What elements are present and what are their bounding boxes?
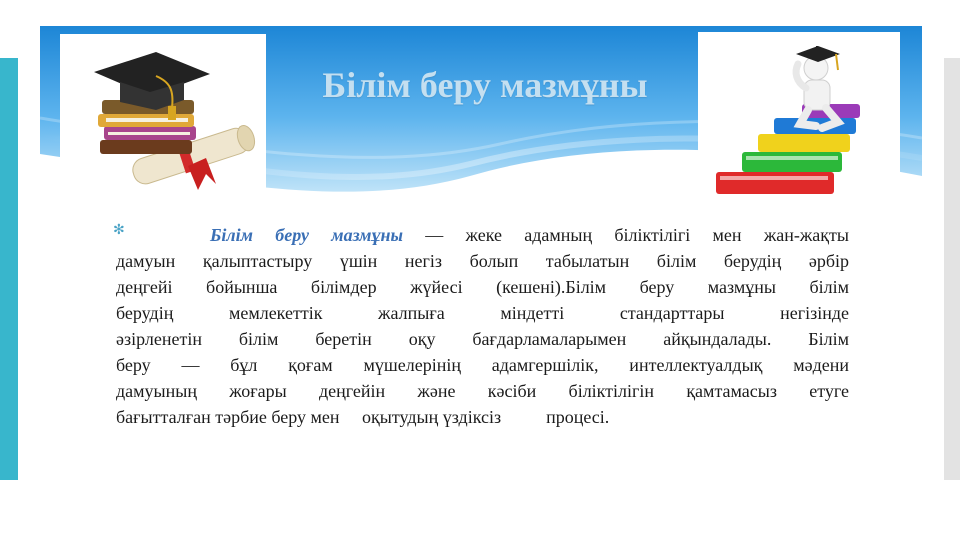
graduation-books-icon bbox=[60, 34, 266, 192]
paragraph-line-8: бағытталған тәрбие беру мен оқытудың үздіксіз процесі. bbox=[116, 407, 610, 427]
paragraph-line-2: дамуын қалыптастыру үшін негіз болып табылатын білім берудің әрбір bbox=[116, 251, 849, 271]
paragraph-line-7: дамуының жоғары деңгейін және кәсіби біліктілігін қамтамасыз етуге bbox=[116, 381, 849, 401]
paragraph-line-3: деңгейі бойынша білімдер жүйесі (кешені).Білім беру мазмұны білім bbox=[116, 277, 849, 297]
left-illustration bbox=[60, 34, 266, 192]
paragraph-line-1-text: — жеке адамның біліктілігі мен жан-жақты bbox=[402, 225, 849, 245]
right-illustration bbox=[698, 32, 900, 208]
right-accent-bar bbox=[944, 58, 960, 480]
left-accent-bar bbox=[0, 58, 18, 480]
paragraph-line-5: әзірленетін білім беретін оқу бағдарламаларымен айқындалады. Білім bbox=[116, 329, 849, 349]
term-highlight: Білім беру мазмұны bbox=[210, 225, 403, 245]
bullet-icon: ✻ bbox=[113, 223, 125, 238]
paragraph-line-6: беру — бұл қоғам мүшелерінің адамгершілік, интеллектуалдық мәдени bbox=[116, 355, 849, 375]
slide bbox=[40, 26, 922, 480]
student-on-books-icon bbox=[698, 32, 900, 208]
paragraph-line-1 bbox=[116, 222, 849, 248]
paragraph-line-4: берудің мемлекеттік жалпыға міндетті стандарттары негізінде bbox=[116, 303, 849, 323]
slide-title: Білім беру мазмұны bbox=[322, 65, 648, 105]
body-paragraph bbox=[116, 222, 849, 430]
